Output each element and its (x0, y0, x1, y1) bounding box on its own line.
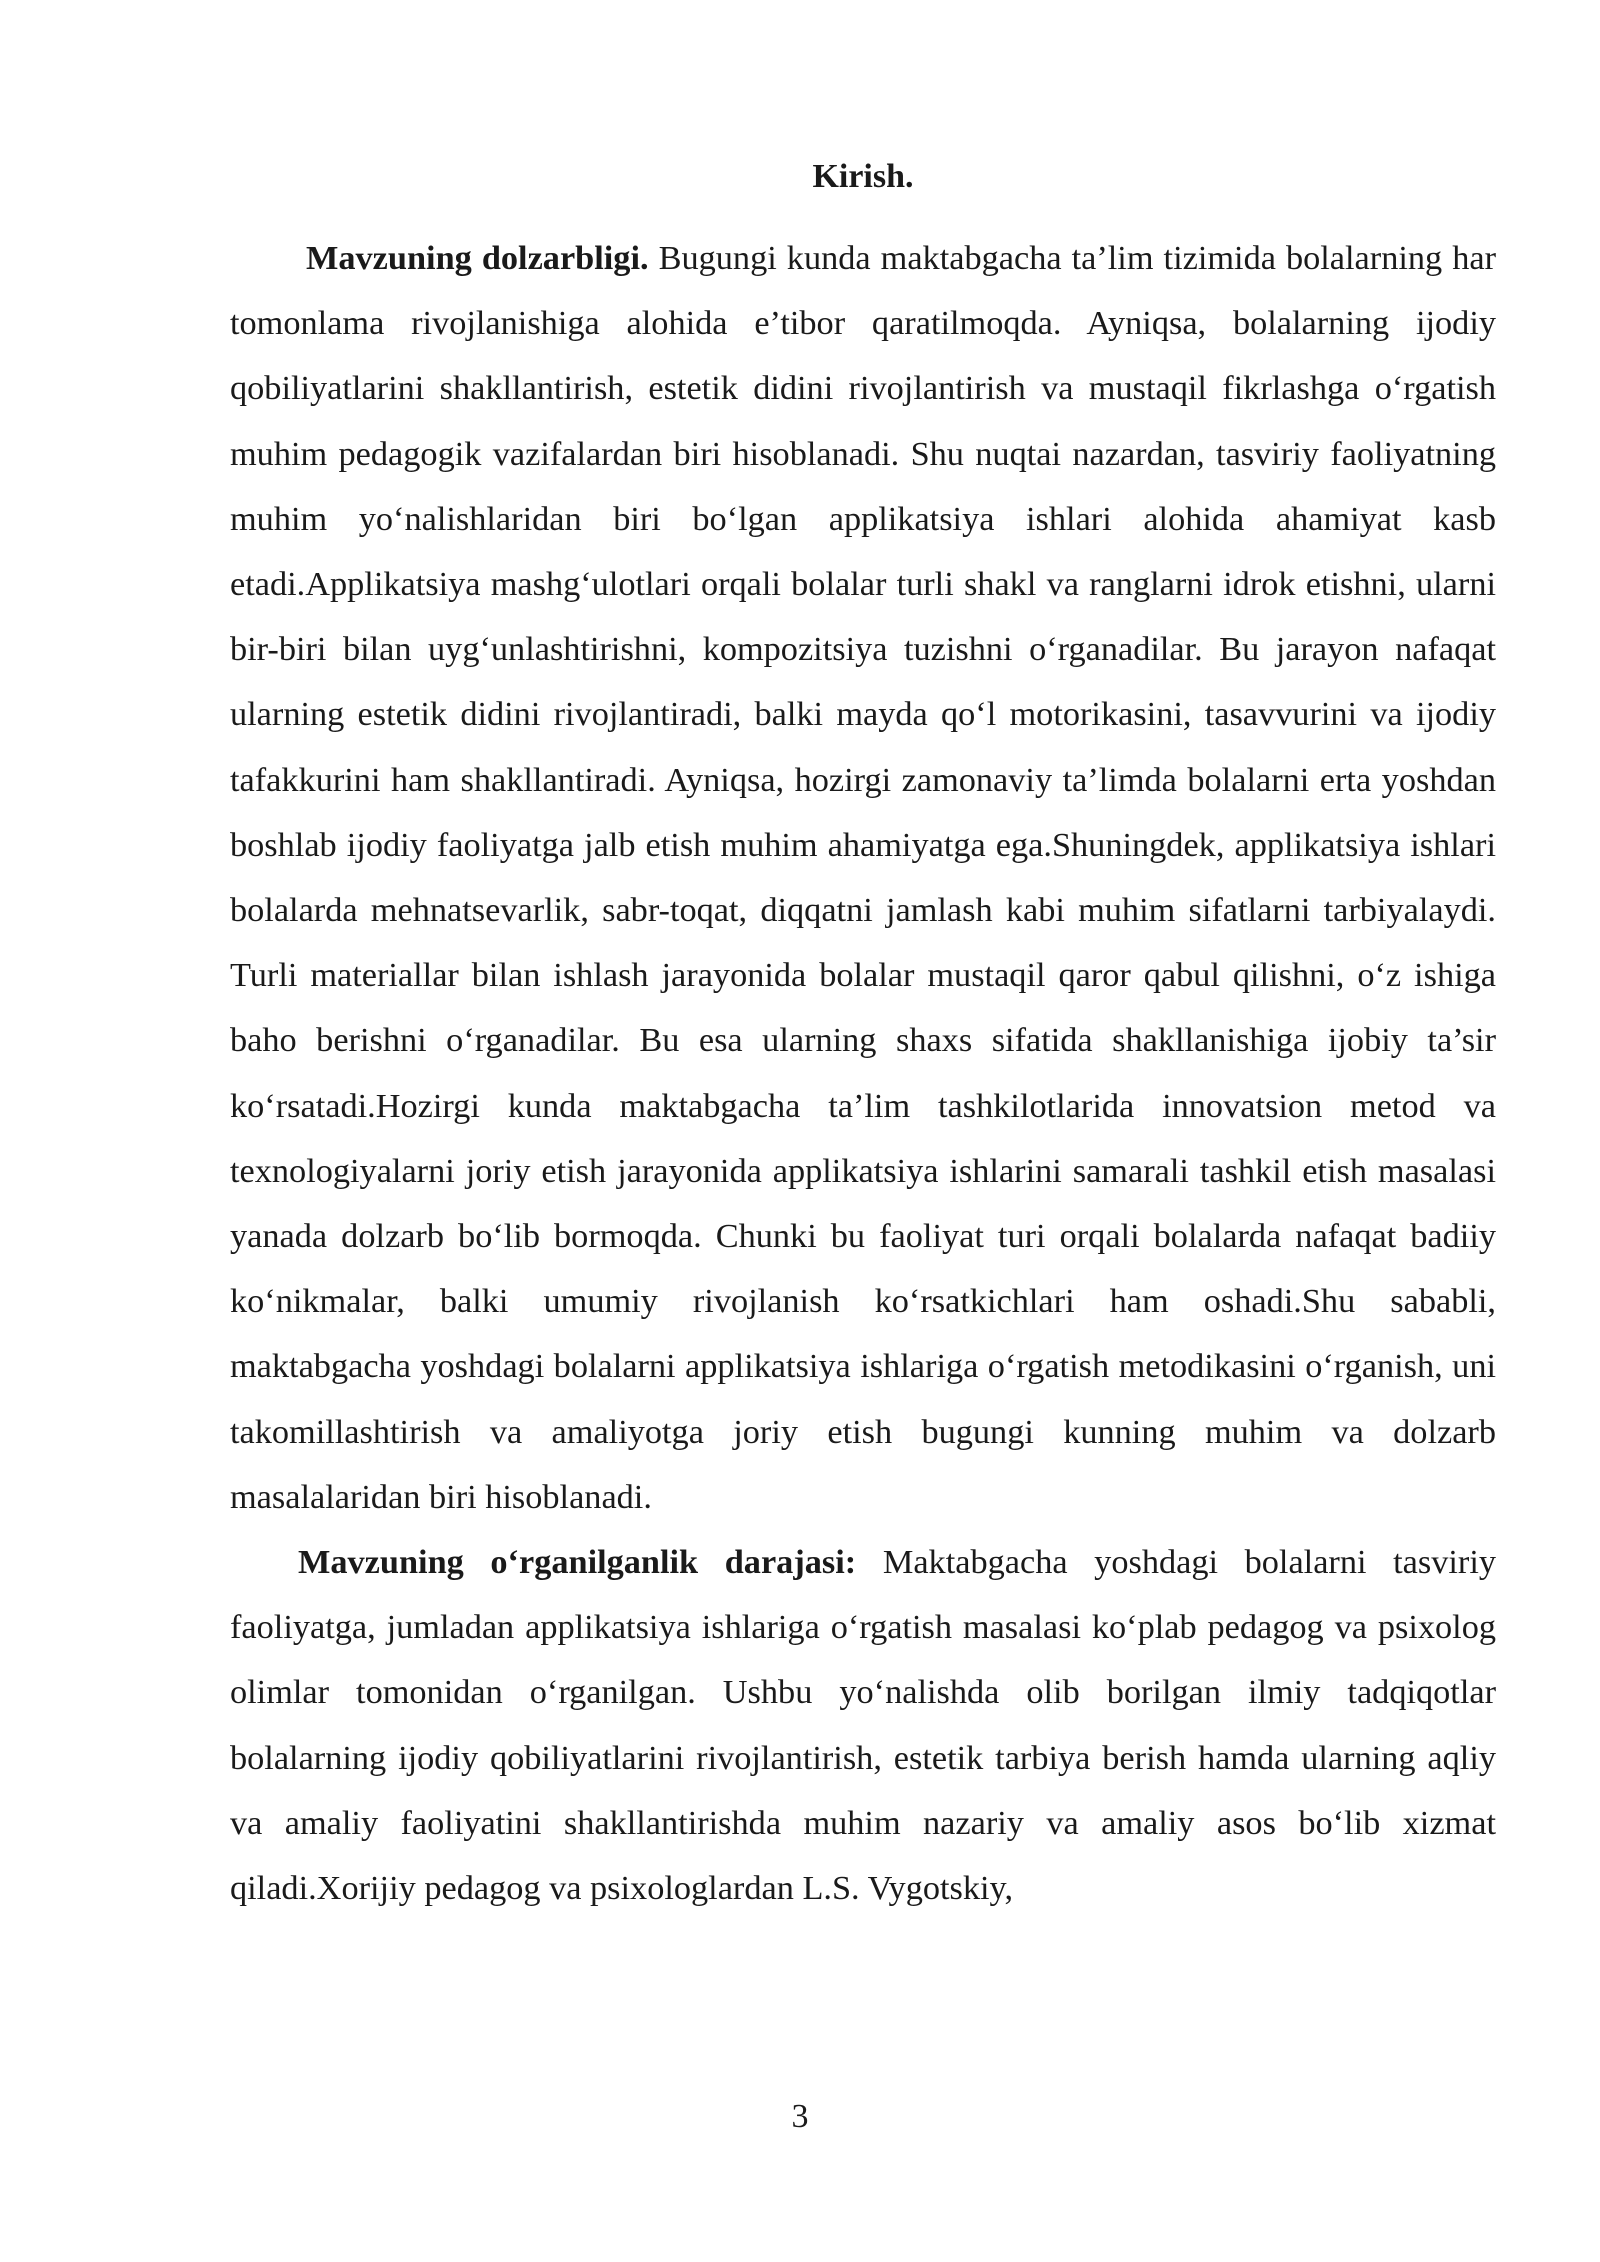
page-title: Kirish. (812, 158, 914, 195)
section-heading-study-level: Mavzuning o‘rganilganlik darajasi: (298, 1543, 857, 1582)
paragraph-relevance (230, 226, 1496, 1530)
page-number: 3 (791, 2098, 809, 2135)
section-heading-relevance: Mavzuning dolzarbligi. (306, 239, 649, 277)
section-text-relevance: Bugungi kunda maktabgacha ta’lim tizimida bolalarning har tomonlama rivojlanishiga alohida e’tibor qaratilmoqda. Ayniqsa, bolalarning ijodiy qobiliyatlarini shakllantirish, estetik didini rivojlantirish va mustaqil fikrlashga o‘rgatish muhim pedagogik vazifalardan biri hisoblanadi. Shu nuqtai nazardan, tasviriy faoliyatning muhim yo‘nalishlaridan biri bo‘lgan applikatsiya ishlari alohida ahamiyat kasb etadi.Applikatsiya mashg‘ulotlari orqali bolalar turli shakl va ranglarni idrok etishni, ularni bir-biri bilan uyg‘unlashtirishni, kompozitsiya tuzishni o‘rganadilar. Bu jarayon nafaqat ularning estetik didini rivojlantiradi, balki mayda qo‘l motorikasini, tasavvurini va ijodiy tafakkurini ham shakllantiradi. Ayniqsa, hozirgi zamonaviy ta’limda bolalarni erta yoshdan boshlab ijodiy faoliyatga jalb etish muhim ahamiyatga ega.Shuningdek, applikatsiya ishlari bolalarda mehnatsevarlik, sabr-toqat, diqqatni jamlash kabi muhim sifatlarni tarbiyalaydi. Turli materiallar bilan ishlash jarayonida bolalar mustaqil qaror qabul qilishni, o‘z ishiga baho berishni o‘rganadilar. Bu esa ularning shaxs sifatida shakllanishiga ijobiy ta’sir ko‘rsatadi.Hozirgi kunda maktabgacha ta’lim tashkilotlarida innovatsion metod va texnologiyalarni joriy etish jarayonida applikatsiya ishlarini samarali tashkil etish masalasi yanada dolzarb bo‘lib bormoqda. Chunki bu faoliyat turi orqali bolalarda nafaqat badiiy ko‘nikmalar, balki umumiy rivojlanish ko‘rsatkichlari ham oshadi.Shu sababli, maktabgacha yoshdagi bolalarni applikatsiya ishlariga o‘rgatish metodikasini o‘rganish, uni takomillashtirish va amaliyotga joriy etish bugungi kunning muhim va dolzarb masalalaridan biri hisoblanadi. (230, 239, 1496, 1516)
document-page (230, 150, 1496, 1921)
paragraph-study-level (230, 1530, 1496, 1921)
section-text-study-level: Maktabgacha yoshdagi bolalarni tasviriy faoliyatga, jumladan applikatsiya ishlariga o‘rgatish masalasi ko‘plab pedagog va psixolog olimlar tomonidan o‘rganilgan. Ushbu yo‘nalishda olib borilgan ilmiy tadqiqotlar bolalarning ijodiy qobiliyatlarini rivojlantirish, estetik tarbiya berish hamda ularning aqliy va amaliy faoliyatini shakllantirishda muhim nazariy va amaliy asos bo‘lib xizmat qiladi.Xorijiy pedagog va psixologlardan L.S. Vygotskiy, (230, 1543, 1497, 1908)
